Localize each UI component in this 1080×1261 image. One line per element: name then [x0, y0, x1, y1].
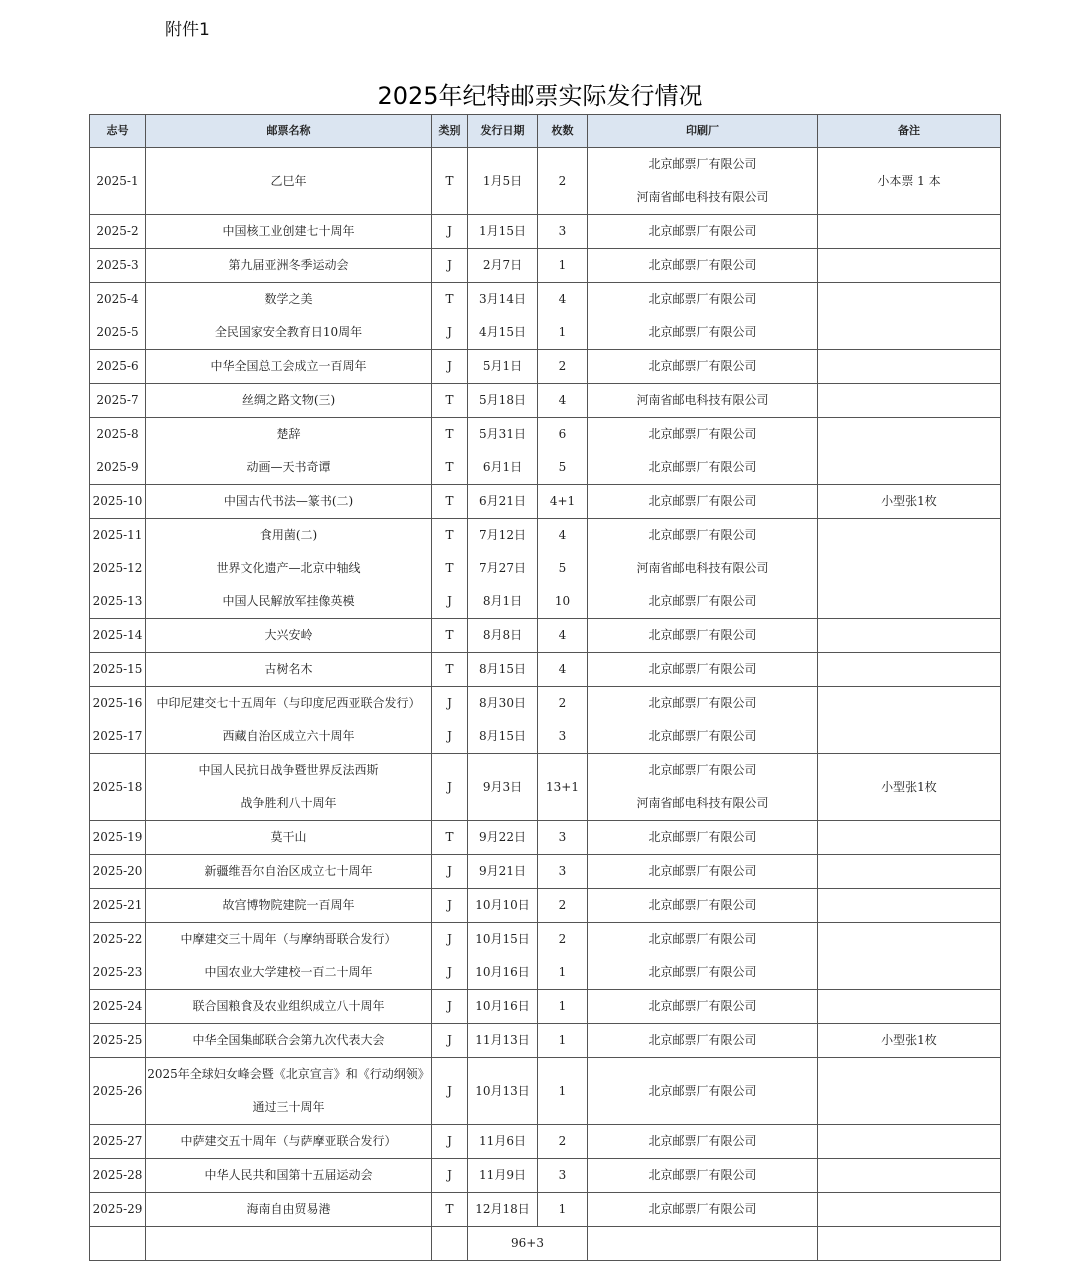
cell-printer: 北京邮票厂有限公司 — [588, 889, 818, 923]
cell-date: 1月5日 — [468, 148, 538, 215]
cell-note — [818, 720, 1001, 754]
cell-printer-line: 河南省邮电科技有限公司 — [636, 796, 769, 810]
cell-name: 中国人民解放军挂像英模 — [146, 585, 432, 619]
cell-id: 2025-12 — [90, 552, 146, 585]
cell-name — [146, 1058, 432, 1125]
cell-printer: 北京邮票厂有限公司 — [588, 1125, 818, 1159]
cell-note — [818, 418, 1001, 452]
table-row — [90, 720, 1001, 754]
cell-date: 8月8日 — [468, 619, 538, 653]
cell-date: 1月15日 — [468, 215, 538, 249]
cell-name: 世界文化遗产—北京中轴线 — [146, 552, 432, 585]
cell-printer: 北京邮票厂有限公司 — [588, 923, 818, 957]
cell-count: 2 — [538, 148, 588, 215]
cell-note — [818, 687, 1001, 721]
cell-count: 2 — [538, 923, 588, 957]
cell-count: 10 — [538, 585, 588, 619]
cell-name: 食用菌(二) — [146, 519, 432, 553]
header-name: 邮票名称 — [146, 115, 432, 148]
cell-count: 3 — [538, 821, 588, 855]
table-row — [90, 619, 1001, 653]
table-total-row — [90, 1227, 1001, 1261]
table-body — [90, 148, 1001, 1261]
cell-count: 4 — [538, 653, 588, 687]
cell-name: 中国核工业创建七十周年 — [146, 215, 432, 249]
cell-id: 2025-24 — [90, 990, 146, 1024]
total-empty-cell — [818, 1227, 1001, 1261]
cell-note — [818, 855, 1001, 889]
cell-printer — [588, 148, 818, 215]
cell-count: 1 — [538, 1024, 588, 1058]
table-row — [90, 485, 1001, 519]
table-row — [90, 384, 1001, 418]
cell-id: 2025-29 — [90, 1193, 146, 1227]
cell-note — [818, 923, 1001, 957]
cell-date: 3月14日 — [468, 283, 538, 317]
cell-date: 6月1日 — [468, 451, 538, 485]
table-row — [90, 552, 1001, 585]
table-row — [90, 855, 1001, 889]
cell-name-line: 中国人民抗日战争暨世界反法西斯 — [198, 763, 379, 777]
cell-type: J — [432, 923, 468, 957]
table-row — [90, 283, 1001, 317]
cell-id: 2025-9 — [90, 451, 146, 485]
cell-type: J — [432, 316, 468, 350]
cell-note — [818, 552, 1001, 585]
cell-printer: 北京邮票厂有限公司 — [588, 619, 818, 653]
cell-type: J — [432, 1058, 468, 1125]
cell-name: 中摩建交三十周年（与摩纳哥联合发行） — [146, 923, 432, 957]
cell-printer: 北京邮票厂有限公司 — [588, 1159, 818, 1193]
cell-id: 2025-11 — [90, 519, 146, 553]
cell-name: 莫干山 — [146, 821, 432, 855]
cell-name: 数学之美 — [146, 283, 432, 317]
cell-date: 6月21日 — [468, 485, 538, 519]
cell-date: 11月9日 — [468, 1159, 538, 1193]
cell-printer: 北京邮票厂有限公司 — [588, 215, 818, 249]
table-row — [90, 215, 1001, 249]
cell-id: 2025-16 — [90, 687, 146, 721]
table-row — [90, 585, 1001, 619]
table-row — [90, 1024, 1001, 1058]
cell-name: 中萨建交五十周年（与萨摩亚联合发行） — [146, 1125, 432, 1159]
total-empty-cell — [588, 1227, 818, 1261]
cell-note — [818, 451, 1001, 485]
cell-note — [818, 889, 1001, 923]
cell-date: 10月16日 — [468, 956, 538, 990]
table-row — [90, 1193, 1001, 1227]
cell-date: 11月13日 — [468, 1024, 538, 1058]
cell-printer: 北京邮票厂有限公司 — [588, 855, 818, 889]
cell-date: 11月6日 — [468, 1125, 538, 1159]
table-row — [90, 451, 1001, 485]
cell-date: 9月3日 — [468, 754, 538, 821]
cell-date: 8月30日 — [468, 687, 538, 721]
cell-printer: 北京邮票厂有限公司 — [588, 1024, 818, 1058]
cell-id: 2025-7 — [90, 384, 146, 418]
cell-count: 5 — [538, 552, 588, 585]
cell-note — [818, 585, 1001, 619]
table-row — [90, 519, 1001, 553]
table-row — [90, 754, 1001, 821]
cell-name-line: 战争胜利八十周年 — [240, 796, 337, 810]
cell-note: 小本票 1 本 — [818, 148, 1001, 215]
cell-date: 5月18日 — [468, 384, 538, 418]
total-empty-cell — [90, 1227, 146, 1261]
table-row — [90, 418, 1001, 452]
cell-id: 2025-10 — [90, 485, 146, 519]
cell-note — [818, 956, 1001, 990]
cell-note — [818, 316, 1001, 350]
header-note: 备注 — [818, 115, 1001, 148]
total-count: 96+3 — [468, 1227, 588, 1261]
cell-type: T — [432, 619, 468, 653]
cell-date: 9月21日 — [468, 855, 538, 889]
cell-name: 古树名木 — [146, 653, 432, 687]
cell-name: 新疆维吾尔自治区成立七十周年 — [146, 855, 432, 889]
cell-id: 2025-28 — [90, 1159, 146, 1193]
cell-date: 8月15日 — [468, 720, 538, 754]
total-empty-cell — [432, 1227, 468, 1261]
cell-name-line: 通过三十周年 — [252, 1100, 325, 1114]
cell-id: 2025-5 — [90, 316, 146, 350]
cell-date: 5月1日 — [468, 350, 538, 384]
cell-printer: 北京邮票厂有限公司 — [588, 451, 818, 485]
cell-count: 3 — [538, 215, 588, 249]
page-title: 2025年纪特邮票实际发行情况 — [377, 82, 703, 110]
cell-type: J — [432, 215, 468, 249]
cell-type: J — [432, 1024, 468, 1058]
cell-type: J — [432, 1125, 468, 1159]
cell-note — [818, 350, 1001, 384]
table-row — [90, 990, 1001, 1024]
cell-name: 联合国粮食及农业组织成立八十周年 — [146, 990, 432, 1024]
table-row — [90, 956, 1001, 990]
cell-count: 2 — [538, 1125, 588, 1159]
cell-type: J — [432, 687, 468, 721]
cell-count: 1 — [538, 249, 588, 283]
cell-note: 小型张1枚 — [818, 754, 1001, 821]
cell-type: T — [432, 283, 468, 317]
cell-printer: 北京邮票厂有限公司 — [588, 485, 818, 519]
cell-printer-line: 河南省邮电科技有限公司 — [636, 190, 769, 204]
cell-printer — [588, 754, 818, 821]
table-row — [90, 687, 1001, 721]
cell-count: 1 — [538, 990, 588, 1024]
table-row — [90, 148, 1001, 215]
cell-id: 2025-8 — [90, 418, 146, 452]
cell-count: 4 — [538, 519, 588, 553]
cell-date: 8月15日 — [468, 653, 538, 687]
cell-id: 2025-15 — [90, 653, 146, 687]
table-row — [90, 350, 1001, 384]
cell-type: J — [432, 1159, 468, 1193]
cell-name: 丝绸之路文物(三) — [146, 384, 432, 418]
cell-type: J — [432, 754, 468, 821]
table-row — [90, 316, 1001, 350]
cell-type: T — [432, 821, 468, 855]
cell-count: 4+1 — [538, 485, 588, 519]
cell-printer: 北京邮票厂有限公司 — [588, 821, 818, 855]
cell-note — [818, 519, 1001, 553]
cell-date: 2月7日 — [468, 249, 538, 283]
cell-id: 2025-20 — [90, 855, 146, 889]
cell-printer: 北京邮票厂有限公司 — [588, 350, 818, 384]
cell-type: J — [432, 720, 468, 754]
cell-note — [818, 653, 1001, 687]
cell-count: 1 — [538, 1193, 588, 1227]
cell-name: 中华全国总工会成立一百周年 — [146, 350, 432, 384]
cell-id: 2025-21 — [90, 889, 146, 923]
cell-date: 8月1日 — [468, 585, 538, 619]
cell-count: 1 — [538, 316, 588, 350]
cell-date: 7月27日 — [468, 552, 538, 585]
cell-count: 2 — [538, 350, 588, 384]
cell-note — [818, 1125, 1001, 1159]
cell-type: J — [432, 350, 468, 384]
cell-name: 中国古代书法—篆书(二) — [146, 485, 432, 519]
cell-id: 2025-17 — [90, 720, 146, 754]
cell-date: 4月15日 — [468, 316, 538, 350]
cell-note — [818, 990, 1001, 1024]
cell-printer: 北京邮票厂有限公司 — [588, 1193, 818, 1227]
cell-count: 4 — [538, 619, 588, 653]
cell-date: 10月16日 — [468, 990, 538, 1024]
cell-printer: 北京邮票厂有限公司 — [588, 956, 818, 990]
table-row — [90, 1125, 1001, 1159]
cell-count: 3 — [538, 720, 588, 754]
cell-id: 2025-27 — [90, 1125, 146, 1159]
cell-note — [818, 1159, 1001, 1193]
cell-id: 2025-25 — [90, 1024, 146, 1058]
cell-printer: 北京邮票厂有限公司 — [588, 1058, 818, 1125]
cell-id: 2025-19 — [90, 821, 146, 855]
header-count: 枚数 — [538, 115, 588, 148]
cell-date: 10月15日 — [468, 923, 538, 957]
cell-date: 9月22日 — [468, 821, 538, 855]
cell-note — [818, 1058, 1001, 1125]
cell-name: 故宫博物院建院一百周年 — [146, 889, 432, 923]
cell-type: J — [432, 889, 468, 923]
cell-id: 2025-4 — [90, 283, 146, 317]
cell-type: T — [432, 418, 468, 452]
cell-name-line: 2025年全球妇女峰会暨《北京宣言》和《行动纲领》 — [147, 1067, 430, 1081]
cell-type: T — [432, 519, 468, 553]
cell-note: 小型张1枚 — [818, 1024, 1001, 1058]
cell-printer: 北京邮票厂有限公司 — [588, 283, 818, 317]
cell-type: T — [432, 653, 468, 687]
cell-count: 1 — [538, 1058, 588, 1125]
cell-printer: 北京邮票厂有限公司 — [588, 316, 818, 350]
cell-printer: 北京邮票厂有限公司 — [588, 990, 818, 1024]
table-header-row — [90, 115, 1001, 148]
cell-date: 5月31日 — [468, 418, 538, 452]
cell-name: 第九届亚洲冬季运动会 — [146, 249, 432, 283]
cell-count: 13+1 — [538, 754, 588, 821]
cell-printer: 北京邮票厂有限公司 — [588, 519, 818, 553]
cell-name: 大兴安岭 — [146, 619, 432, 653]
cell-count: 2 — [538, 889, 588, 923]
cell-type: J — [432, 990, 468, 1024]
cell-id: 2025-13 — [90, 585, 146, 619]
cell-name: 动画—天书奇谭 — [146, 451, 432, 485]
cell-id: 2025-1 — [90, 148, 146, 215]
cell-id: 2025-26 — [90, 1058, 146, 1125]
cell-printer: 北京邮票厂有限公司 — [588, 720, 818, 754]
table-row — [90, 1058, 1001, 1125]
cell-type: T — [432, 148, 468, 215]
table-row — [90, 923, 1001, 957]
table-row — [90, 889, 1001, 923]
cell-note: 小型张1枚 — [818, 485, 1001, 519]
cell-name — [146, 754, 432, 821]
cell-name: 中华全国集邮联合会第九次代表大会 — [146, 1024, 432, 1058]
cell-type: T — [432, 485, 468, 519]
cell-id: 2025-22 — [90, 923, 146, 957]
cell-type: J — [432, 249, 468, 283]
cell-date: 10月13日 — [468, 1058, 538, 1125]
cell-name: 中印尼建交七十五周年（与印度尼西亚联合发行） — [146, 687, 432, 721]
cell-printer-line: 北京邮票厂有限公司 — [648, 763, 757, 777]
cell-note — [818, 215, 1001, 249]
cell-count: 5 — [538, 451, 588, 485]
cell-date: 10月10日 — [468, 889, 538, 923]
cell-name: 中华人民共和国第十五届运动会 — [146, 1159, 432, 1193]
cell-note — [818, 1193, 1001, 1227]
total-empty-cell — [146, 1227, 432, 1261]
cell-count: 3 — [538, 855, 588, 889]
cell-printer: 北京邮票厂有限公司 — [588, 653, 818, 687]
cell-id: 2025-3 — [90, 249, 146, 283]
cell-type: J — [432, 585, 468, 619]
table-row — [90, 653, 1001, 687]
cell-name: 全民国家安全教育日10周年 — [146, 316, 432, 350]
cell-name: 楚辞 — [146, 418, 432, 452]
header-id: 志号 — [90, 115, 146, 148]
cell-printer: 河南省邮电科技有限公司 — [588, 552, 818, 585]
cell-id: 2025-18 — [90, 754, 146, 821]
cell-count: 3 — [538, 1159, 588, 1193]
table-row — [90, 249, 1001, 283]
cell-count: 4 — [538, 283, 588, 317]
cell-count: 6 — [538, 418, 588, 452]
cell-type: J — [432, 956, 468, 990]
cell-printer: 河南省邮电科技有限公司 — [588, 384, 818, 418]
cell-count: 4 — [538, 384, 588, 418]
cell-count: 2 — [538, 687, 588, 721]
cell-name: 海南自由贸易港 — [146, 1193, 432, 1227]
cell-type: T — [432, 384, 468, 418]
attachment-label: 附件1 — [165, 20, 210, 40]
cell-date: 7月12日 — [468, 519, 538, 553]
cell-printer: 北京邮票厂有限公司 — [588, 249, 818, 283]
header-date: 发行日期 — [468, 115, 538, 148]
cell-name: 乙巳年 — [146, 148, 432, 215]
cell-printer: 北京邮票厂有限公司 — [588, 687, 818, 721]
cell-type: J — [432, 855, 468, 889]
header-type: 类别 — [432, 115, 468, 148]
cell-note — [818, 619, 1001, 653]
cell-printer: 北京邮票厂有限公司 — [588, 585, 818, 619]
cell-printer: 北京邮票厂有限公司 — [588, 418, 818, 452]
table-row — [90, 1159, 1001, 1193]
cell-date: 12月18日 — [468, 1193, 538, 1227]
cell-note — [818, 283, 1001, 317]
cell-printer-line: 北京邮票厂有限公司 — [648, 157, 757, 171]
header-printer: 印刷厂 — [588, 115, 818, 148]
cell-type: T — [432, 1193, 468, 1227]
cell-name: 西藏自治区成立六十周年 — [146, 720, 432, 754]
stamp-issue-table — [89, 114, 1001, 1261]
cell-id: 2025-6 — [90, 350, 146, 384]
cell-count: 1 — [538, 956, 588, 990]
cell-note — [818, 821, 1001, 855]
table-row — [90, 821, 1001, 855]
cell-id: 2025-23 — [90, 956, 146, 990]
cell-id: 2025-14 — [90, 619, 146, 653]
cell-note — [818, 384, 1001, 418]
cell-id: 2025-2 — [90, 215, 146, 249]
cell-note — [818, 249, 1001, 283]
cell-name: 中国农业大学建校一百二十周年 — [146, 956, 432, 990]
cell-type: T — [432, 451, 468, 485]
cell-type: T — [432, 552, 468, 585]
